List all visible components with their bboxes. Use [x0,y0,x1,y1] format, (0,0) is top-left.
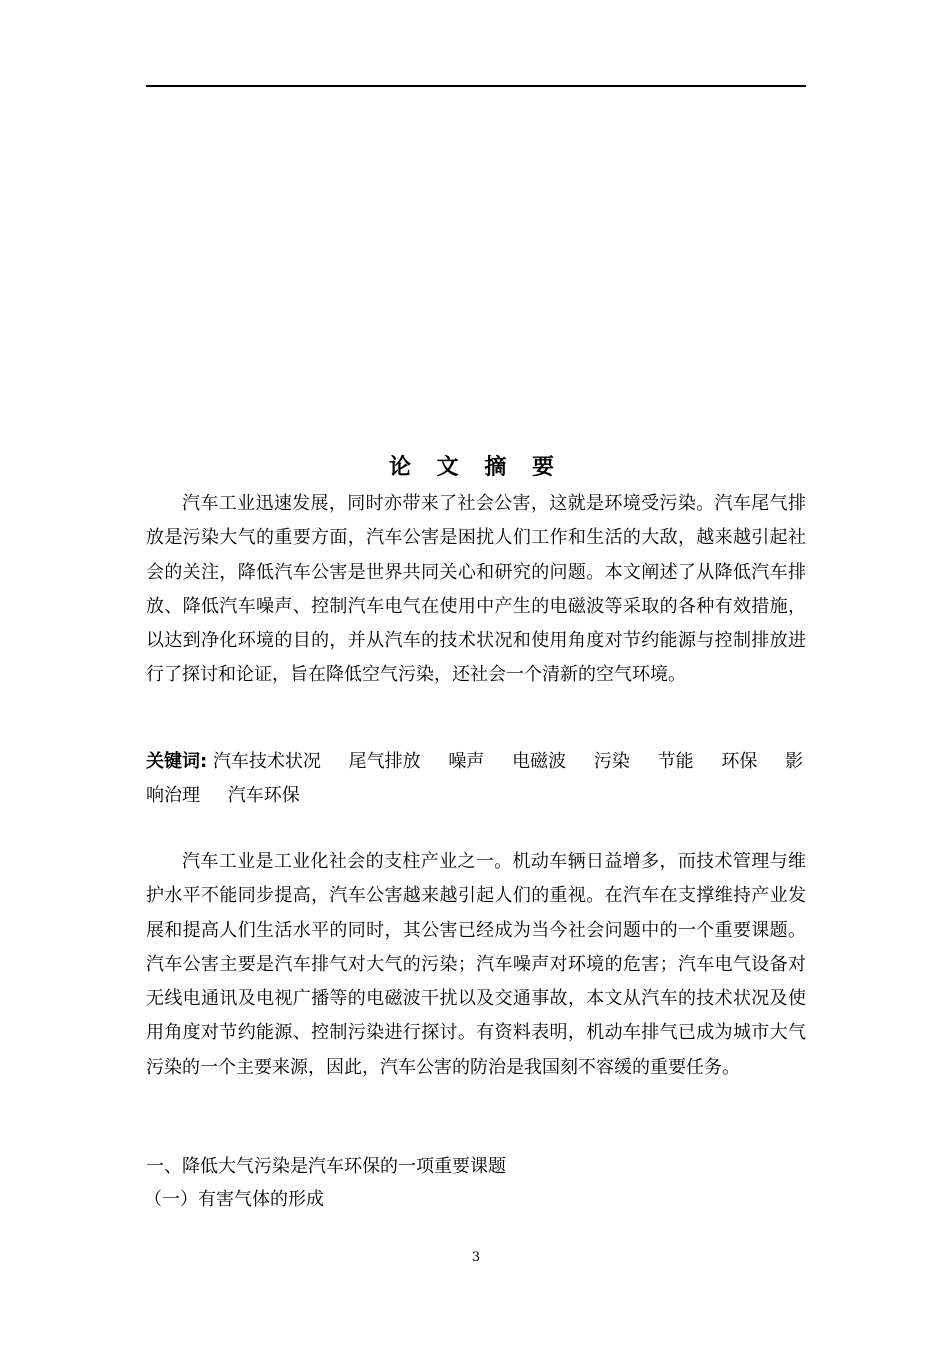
keywords-line [146,745,806,813]
page-number: 3 [471,1250,481,1265]
section-heading: 一、降低大气污染是汽车环保的一项重要课题 [146,1156,506,1177]
keyword: 噪声 [448,751,485,772]
intro-paragraph: 汽车工业是工业化社会的支柱产业之一。机动车辆日益增多，而技术管理与维护水平不能同步提高，汽车公害越来越引起人们的重视。在汽车在支撑维持产业发展和提高人们生活水平的同时，其公害已经成为当今社会问题中的一个重要课题。汽车公害主要是汽车排气对大气的污染；汽车噪声对环境的危害；汽车电气设备对无线电通讯及电视广播等的电磁波干扰以及交通事故，本文从汽车的技术状况及使用角度对节约能源、控制污染进行探讨。有资料表明，机动车排气已成为城市大气污染的一个主要来源，因此，汽车公害的防治是我国刻不容缓的重要任务。 [146,851,806,1078]
page-title: 论 文 摘 要 [389,455,563,480]
keyword: 电磁波 [512,751,567,772]
subsection-heading: （一）有害气体的形成 [144,1189,324,1210]
keyword: 尾气排放 [348,751,421,772]
keyword: 节能 [657,751,694,772]
keyword: 汽车环保 [227,785,300,806]
keyword: 环保 [721,751,758,772]
abstract-paragraph: 汽车工业迅速发展，同时亦带来了社会公害，这就是环境受污染。汽车尾气排放是污染大气的重要方面，汽车公害是困扰人们工作和生活的大敌，越来越引起社会的关注，降低汽车公害是世界共同关心和研究的问题。本文阐述了从降低汽车排放、降低汽车噪声、控制汽车电气在使用中产生的电磁波等采取的各种有效措施，以达到净化环境的目的，并从汽车的技术状况和使用角度对节约能源与控制排放进行了探讨和论证，旨在降低空气污染，还社会一个清新的空气环境。 [146,493,806,686]
keyword: 影响治理 [146,751,804,806]
keywords-label: 关键词: [146,751,208,772]
header-rule [146,85,806,87]
keyword: 污染 [593,751,630,772]
keyword: 汽车技术状况 [212,751,321,772]
